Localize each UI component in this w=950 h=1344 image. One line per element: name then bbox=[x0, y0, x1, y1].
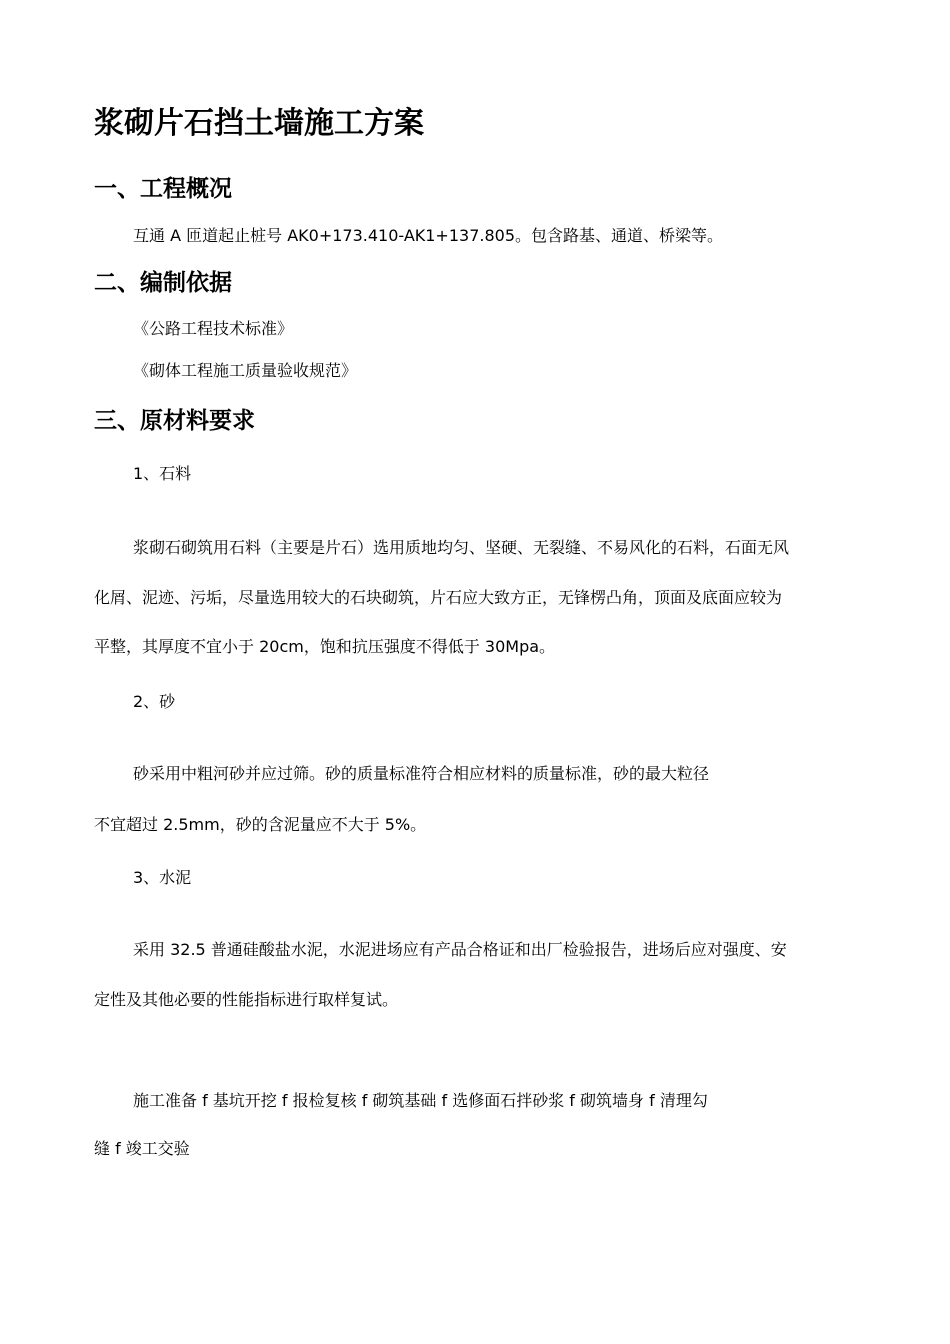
process-flow-line: 施工准备 f 基坑开挖 f 报检复核 f 砌筑基础 f 选修面石拌砂浆 f 砌筑墙身 f 清理勾 bbox=[133, 1091, 708, 1110]
sand-text-line: 砂采用中粗河砂并应过筛。砂的质量标准符合相应材料的质量标准，砂的最大粒径 bbox=[133, 764, 710, 783]
sand-text-line: 不宜超过 2.5mm，砂的含泥量应不大于 5%。 bbox=[94, 815, 427, 834]
cement-text-line: 定性及其他必要的性能指标进行取样复试。 bbox=[94, 990, 399, 1009]
stone-text-line: 化屑、泥迹、污垢，尽量选用较大的石块砌筑，片石应大致方正，无锋楞凸角，顶面及底面应较为 bbox=[94, 588, 783, 607]
project-overview-text: 互通 A 匝道起止桩号 AK0+173.410-AK1+137.805。包含路基、通道、桥梁等。 bbox=[133, 226, 724, 245]
section-3-heading: 三、原材料要求 bbox=[94, 408, 255, 434]
cement-label: 3、水泥 bbox=[133, 868, 192, 887]
stone-text-line: 浆砌石砌筑用石料（主要是片石）选用质地均匀、坚硬、无裂缝、不易风化的石料，石面无风 bbox=[133, 538, 790, 557]
process-flow-line: 缝 f 竣工交验 bbox=[94, 1139, 190, 1158]
reference-item: 《砌体工程施工质量验收规范》 bbox=[133, 361, 358, 380]
section-2-heading: 二、编制依据 bbox=[94, 270, 232, 296]
section-1-heading: 一、工程概况 bbox=[94, 176, 232, 202]
reference-item: 《公路工程技术标准》 bbox=[133, 319, 294, 338]
document-title: 浆砌片石挡土墙施工方案 bbox=[94, 106, 424, 141]
sand-label: 2、砂 bbox=[133, 692, 176, 711]
cement-text-line: 采用 32.5 普通硅酸盐水泥，水泥进场应有产品合格证和出厂检验报告，进场后应对强度、安 bbox=[133, 940, 787, 959]
stone-text-line: 平整，其厚度不宜小于 20cm，饱和抗压强度不得低于 30Mpa。 bbox=[94, 637, 556, 656]
stone-label: 1、石料 bbox=[133, 464, 192, 483]
